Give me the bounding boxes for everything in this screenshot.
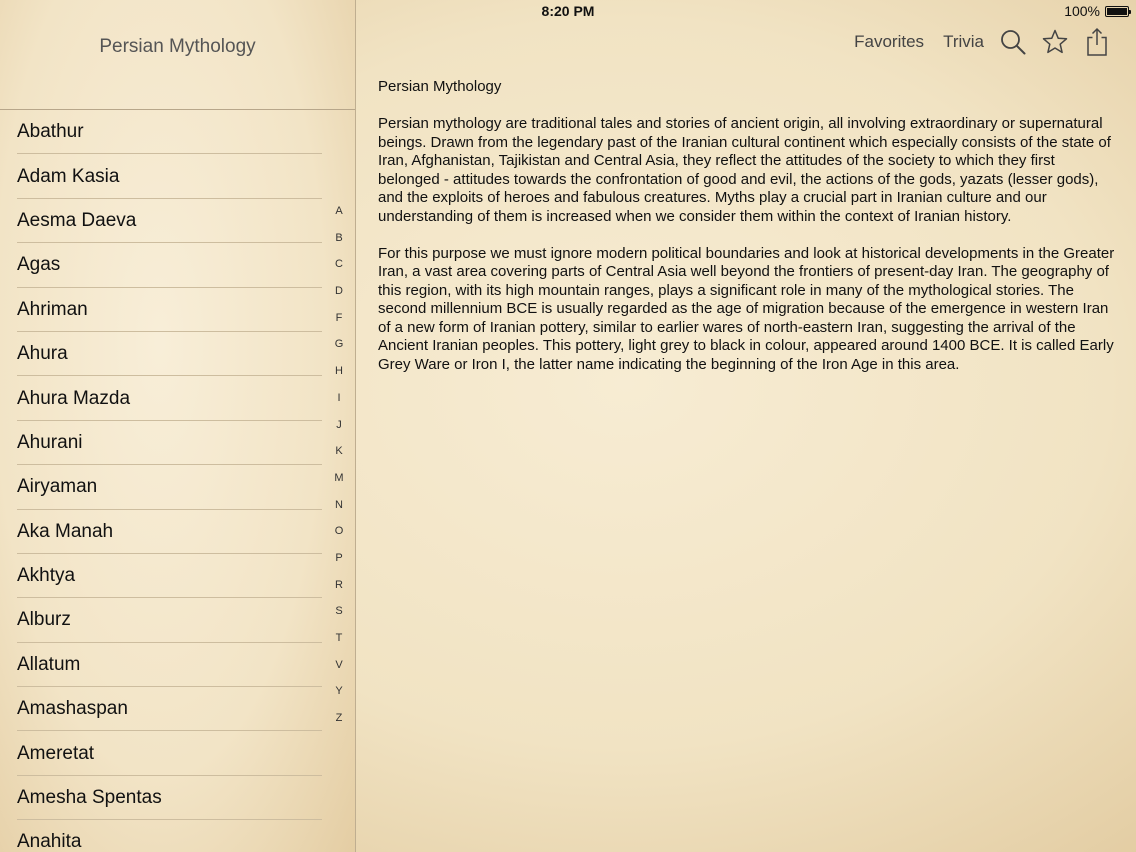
list-item[interactable]: Ameretat [0, 731, 330, 775]
index-letter[interactable]: M [334, 471, 344, 484]
list-item[interactable]: Akhtya [0, 554, 330, 598]
index-letter[interactable]: J [336, 418, 342, 431]
index-letter[interactable]: D [335, 285, 343, 298]
index-letter[interactable]: O [334, 525, 344, 538]
favorites-button[interactable]: Favorites [854, 32, 925, 51]
index-letter[interactable]: H [335, 365, 343, 378]
list-item[interactable]: Amesha Spentas [0, 776, 330, 820]
list-item[interactable]: Ahurani [0, 421, 330, 465]
star-icon[interactable] [1040, 27, 1070, 57]
detail-content [378, 78, 1118, 393]
status-right [1064, 3, 1129, 19]
index-letter[interactable]: T [335, 632, 343, 644]
list-item[interactable]: Ahriman [0, 288, 330, 332]
index-letter[interactable]: F [335, 311, 343, 324]
index-letter[interactable]: A [335, 205, 343, 217]
index-letter[interactable]: Y [335, 685, 343, 698]
list-item[interactable]: Amashaspan [0, 687, 330, 731]
list-item[interactable]: Aesma Daeva [0, 199, 330, 243]
master-title: Persian Mythology [99, 36, 256, 57]
index-letter[interactable]: V [335, 658, 343, 671]
list-item[interactable]: Abathur [0, 110, 330, 154]
list-item[interactable]: Airyaman [0, 465, 330, 509]
index-letter[interactable]: Z [335, 712, 343, 725]
detail-title: Persian Mythology [378, 78, 502, 95]
list-item[interactable]: Alburz [0, 598, 330, 642]
detail-paragraph: For this purpose we must ignore modern political boundaries and look at historical developments in the Greater Iran, a vast area covering parts of Central Asia well beyond the frontiers of present-day Iran. The geography of this region, with its high mountain ranges, plays a significant role in many of the mythological stories. The second millennium BCE is usually regarded as the age of migration because of the emergence in western Iran of a new form of Iranian pottery, similar to earlier wares of north-eastern Iran, suggesting the arrival of the Ancient Iranian peoples. This pottery, light grey to black in colour, appeared around 1400 BCE. It is called Early Grey Ware or Iron I, the latter name indicating the beginning of the Iron Age in this area. [378, 244, 1115, 373]
index-letter[interactable]: I [337, 391, 341, 404]
search-icon[interactable] [998, 27, 1028, 57]
section-index-bar[interactable] [328, 203, 350, 737]
index-letter[interactable]: C [335, 258, 343, 271]
index-letter[interactable]: R [335, 578, 343, 591]
status-time: 8:20 PM [541, 3, 595, 19]
detail-paragraph: Persian mythology are traditional tales and stories of ancient origin, all involving extraordinary or supernatural beings. Drawn from the legendary past of the Iranian cultural continent which especially consists of the state of Iran, Afghanistan, Tajikistan and Central Asia, they reflect the attitudes of the society to which they first belonged - attitudes towards the confrontation of good and evil, the actions of the gods, yazats (lesser gods), and the exploits of heroes and fabulous creatures. Myths play a crucial part in Iranian culture and our understanding of them is increased when we consider them within the context of Iranian history. [378, 115, 1111, 225]
battery-icon [1105, 6, 1129, 17]
trivia-button[interactable]: Trivia [943, 32, 984, 51]
list-item[interactable]: Agas [0, 243, 330, 287]
index-letter[interactable]: B [335, 231, 343, 244]
list-item[interactable]: Allatum [0, 643, 330, 687]
battery-percent: 100% [1064, 3, 1100, 19]
share-icon[interactable] [1082, 27, 1112, 57]
detail-toolbar [854, 22, 1136, 62]
index-letter[interactable]: N [335, 498, 343, 511]
list-item[interactable]: Ahura Mazda [0, 376, 330, 420]
master-pane [0, 0, 356, 852]
list-item[interactable]: Ahura [0, 332, 330, 376]
index-letter[interactable]: P [335, 551, 343, 564]
list-item[interactable]: Aka Manah [0, 510, 330, 554]
list-item[interactable]: Anahita [0, 820, 330, 852]
index-letter[interactable]: K [335, 445, 343, 458]
index-letter[interactable]: S [335, 605, 343, 618]
index-letter[interactable]: G [334, 338, 344, 351]
list-item[interactable]: Adam Kasia [0, 154, 330, 198]
entry-list[interactable] [0, 110, 330, 852]
